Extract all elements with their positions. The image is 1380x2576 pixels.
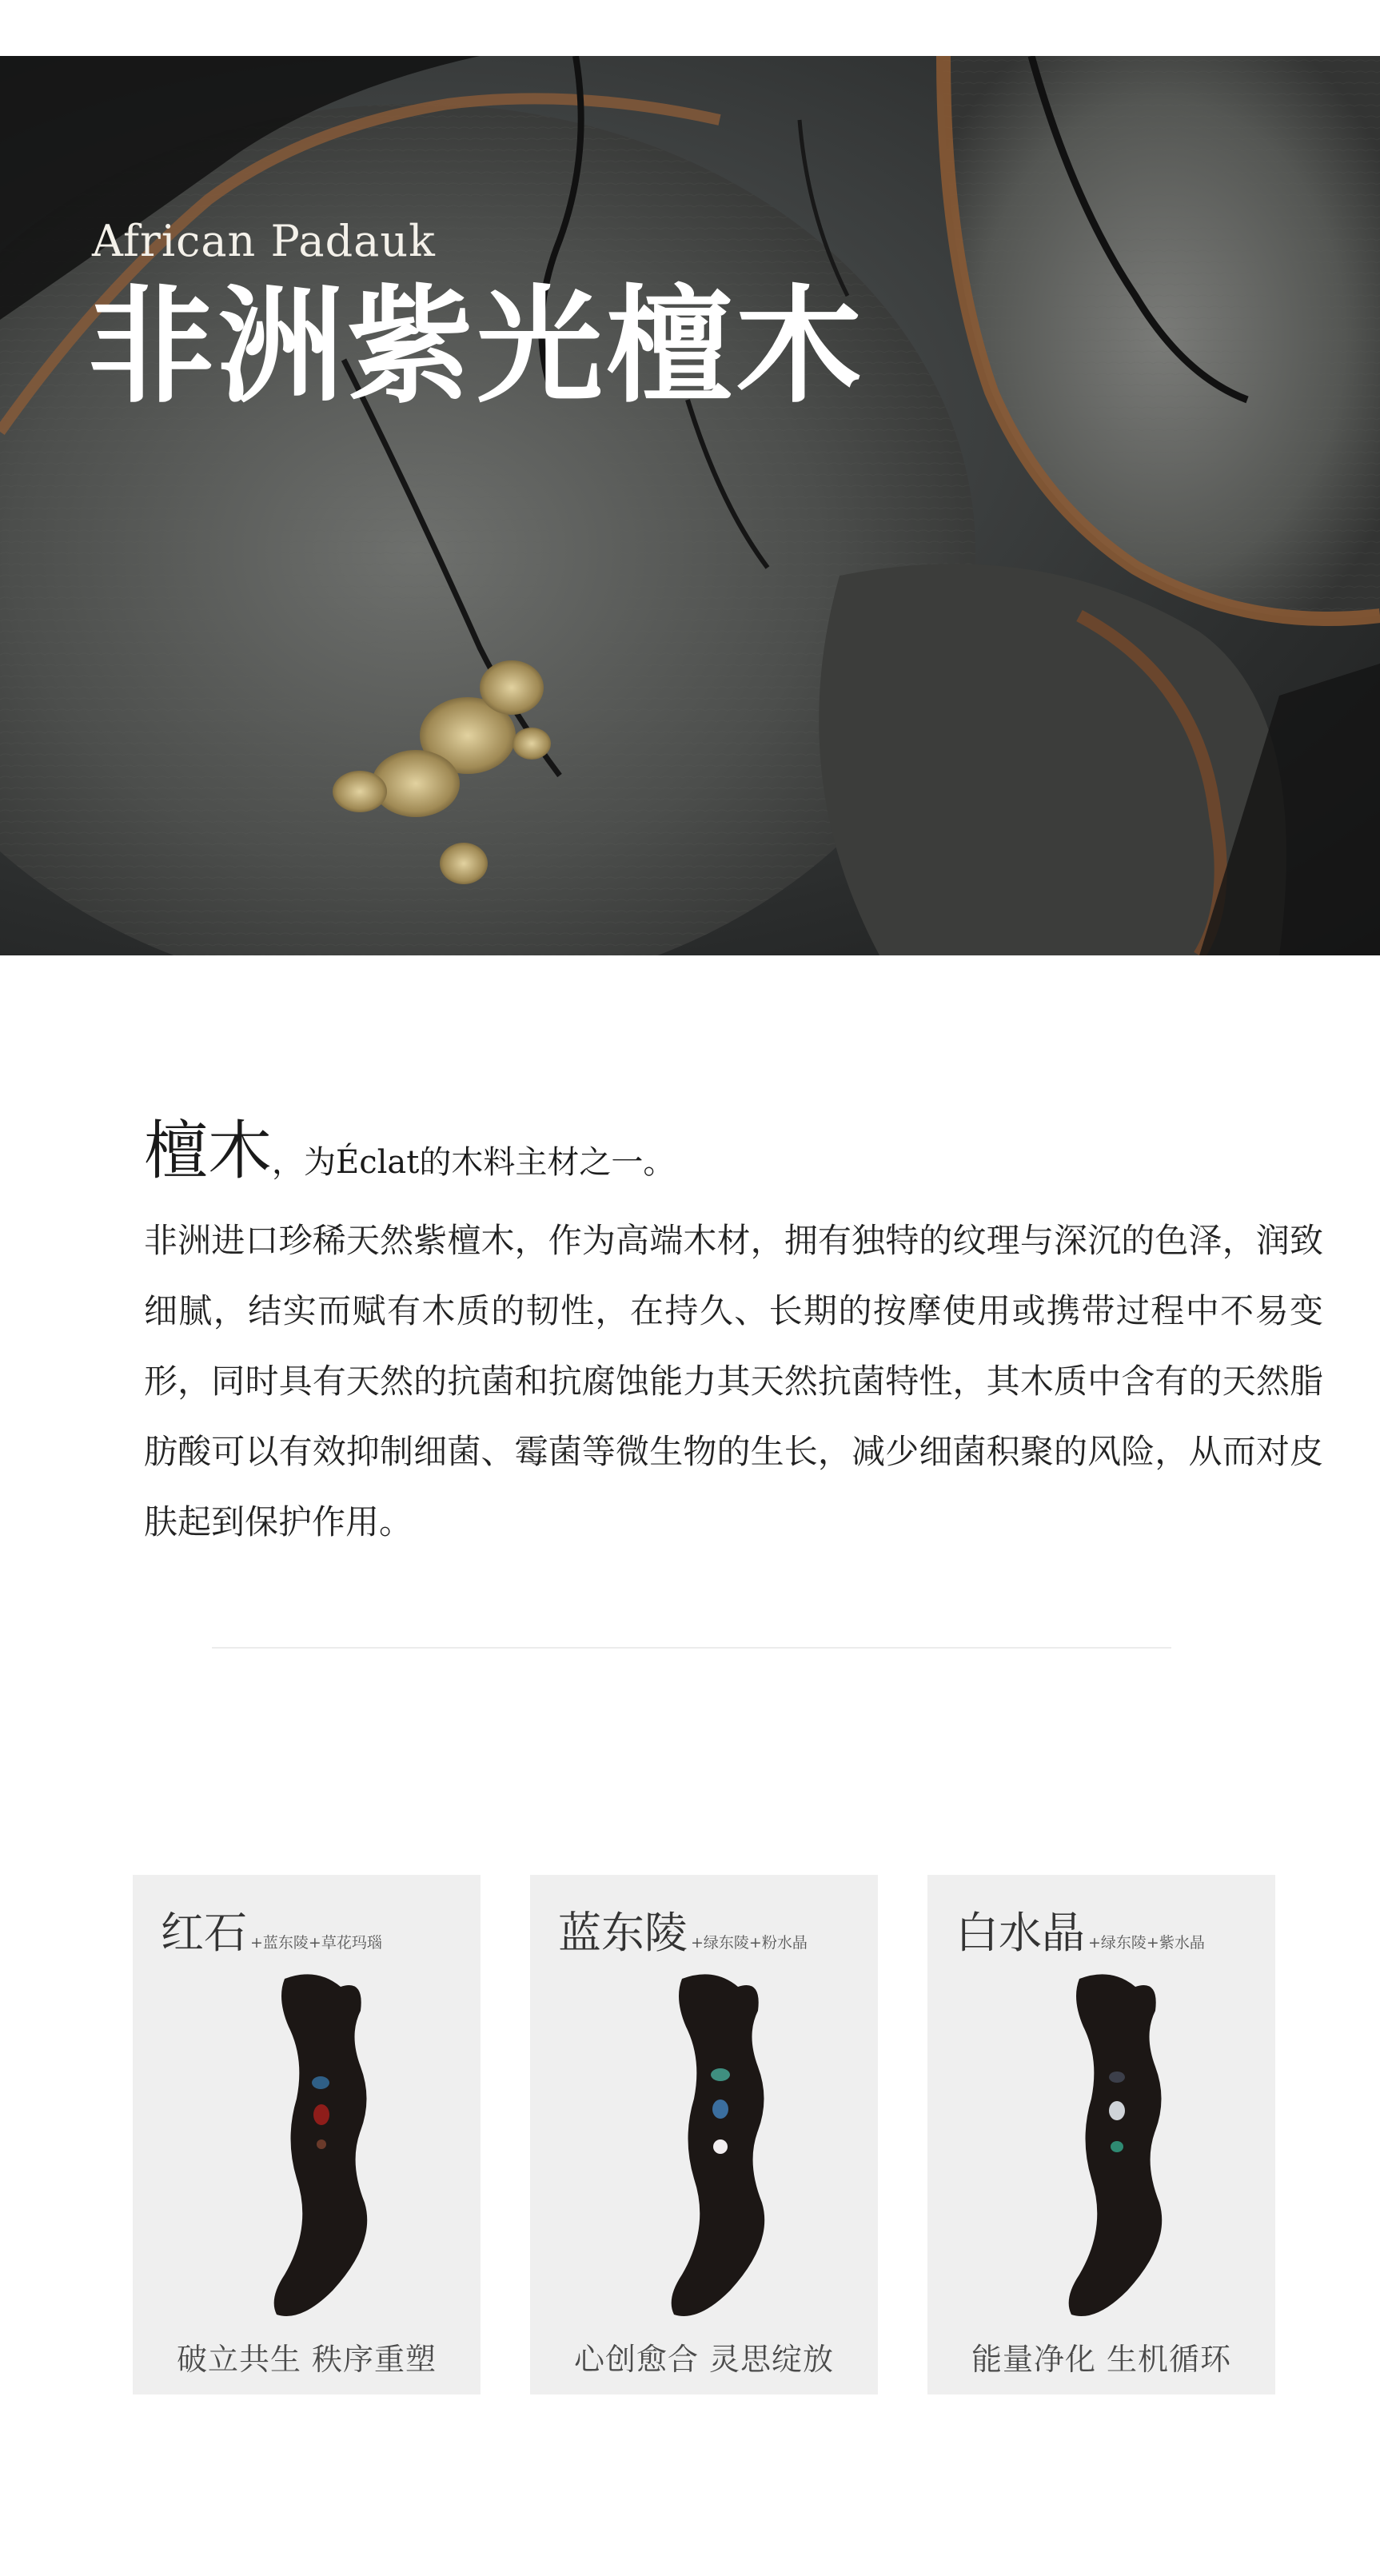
product-slogan: 心创愈合 灵思绽放 — [573, 2342, 835, 2377]
product-extras: +蓝东陵+草花玛瑙 — [250, 1934, 382, 1952]
product-extras: +绿东陵+粉水晶 — [691, 1934, 808, 1952]
wooden-massage-tool-image — [927, 1963, 1275, 2339]
stone-2 — [1109, 2101, 1125, 2120]
intro-section — [144, 1099, 1323, 1557]
stone-2 — [712, 2099, 728, 2119]
product-extras: +绿东陵+紫水晶 — [1088, 1934, 1205, 1952]
hero-subtitle: African Padauk — [92, 216, 436, 266]
stone-3 — [317, 2139, 326, 2149]
stone-1 — [1109, 2072, 1125, 2083]
product-card[interactable] — [133, 1875, 481, 2395]
intro-heading — [144, 1099, 1323, 1191]
hero-title: 非洲紫光檀木 — [88, 273, 865, 421]
intro-heading-big: 檀木 — [144, 1114, 272, 1188]
stone-1 — [312, 2076, 329, 2089]
product-slogan: 能量净化 生机循环 — [971, 2342, 1232, 2377]
wooden-massage-tool-image — [133, 1963, 481, 2339]
product-title — [558, 1899, 808, 1960]
wooden-massage-tool-image — [530, 1963, 878, 2339]
stone-3 — [713, 2139, 728, 2154]
product-name: 红石 — [161, 1908, 247, 1958]
product-card[interactable] — [530, 1875, 878, 2395]
hero-banner — [0, 56, 1380, 955]
intro-body: 非洲进口珍稀天然紫檀木，作为高端木材，拥有独特的纹理与深沉的色泽，润致细腻，结实而赋有木质的韧性，在持久、长期的按摩使用或携带过程中不易变形，同时具有天然的抗菌和抗腐蚀能力其天然抗菌特性，其木质中含有的天然脂肪酸可以有效抑制细菌、霉菌等微生物的生长，减少细菌积聚的风险，从而对皮肤起到保护作用。 — [144, 1221, 1323, 1541]
product-name: 蓝东陵 — [558, 1908, 688, 1958]
wood-log-image — [0, 56, 1380, 955]
divider — [212, 1647, 1171, 1649]
product-slogan: 破立共生 秩序重塑 — [176, 2342, 437, 2377]
product-title — [955, 1899, 1205, 1960]
product-card[interactable] — [927, 1875, 1275, 2395]
product-title — [161, 1899, 382, 1960]
stone-3 — [1111, 2141, 1123, 2152]
product-name: 白水晶 — [955, 1908, 1085, 1958]
stone-1 — [711, 2068, 730, 2081]
stone-2 — [313, 2104, 329, 2125]
intro-heading-rest: ，为Éclat的木料主材之一。 — [272, 1144, 676, 1181]
